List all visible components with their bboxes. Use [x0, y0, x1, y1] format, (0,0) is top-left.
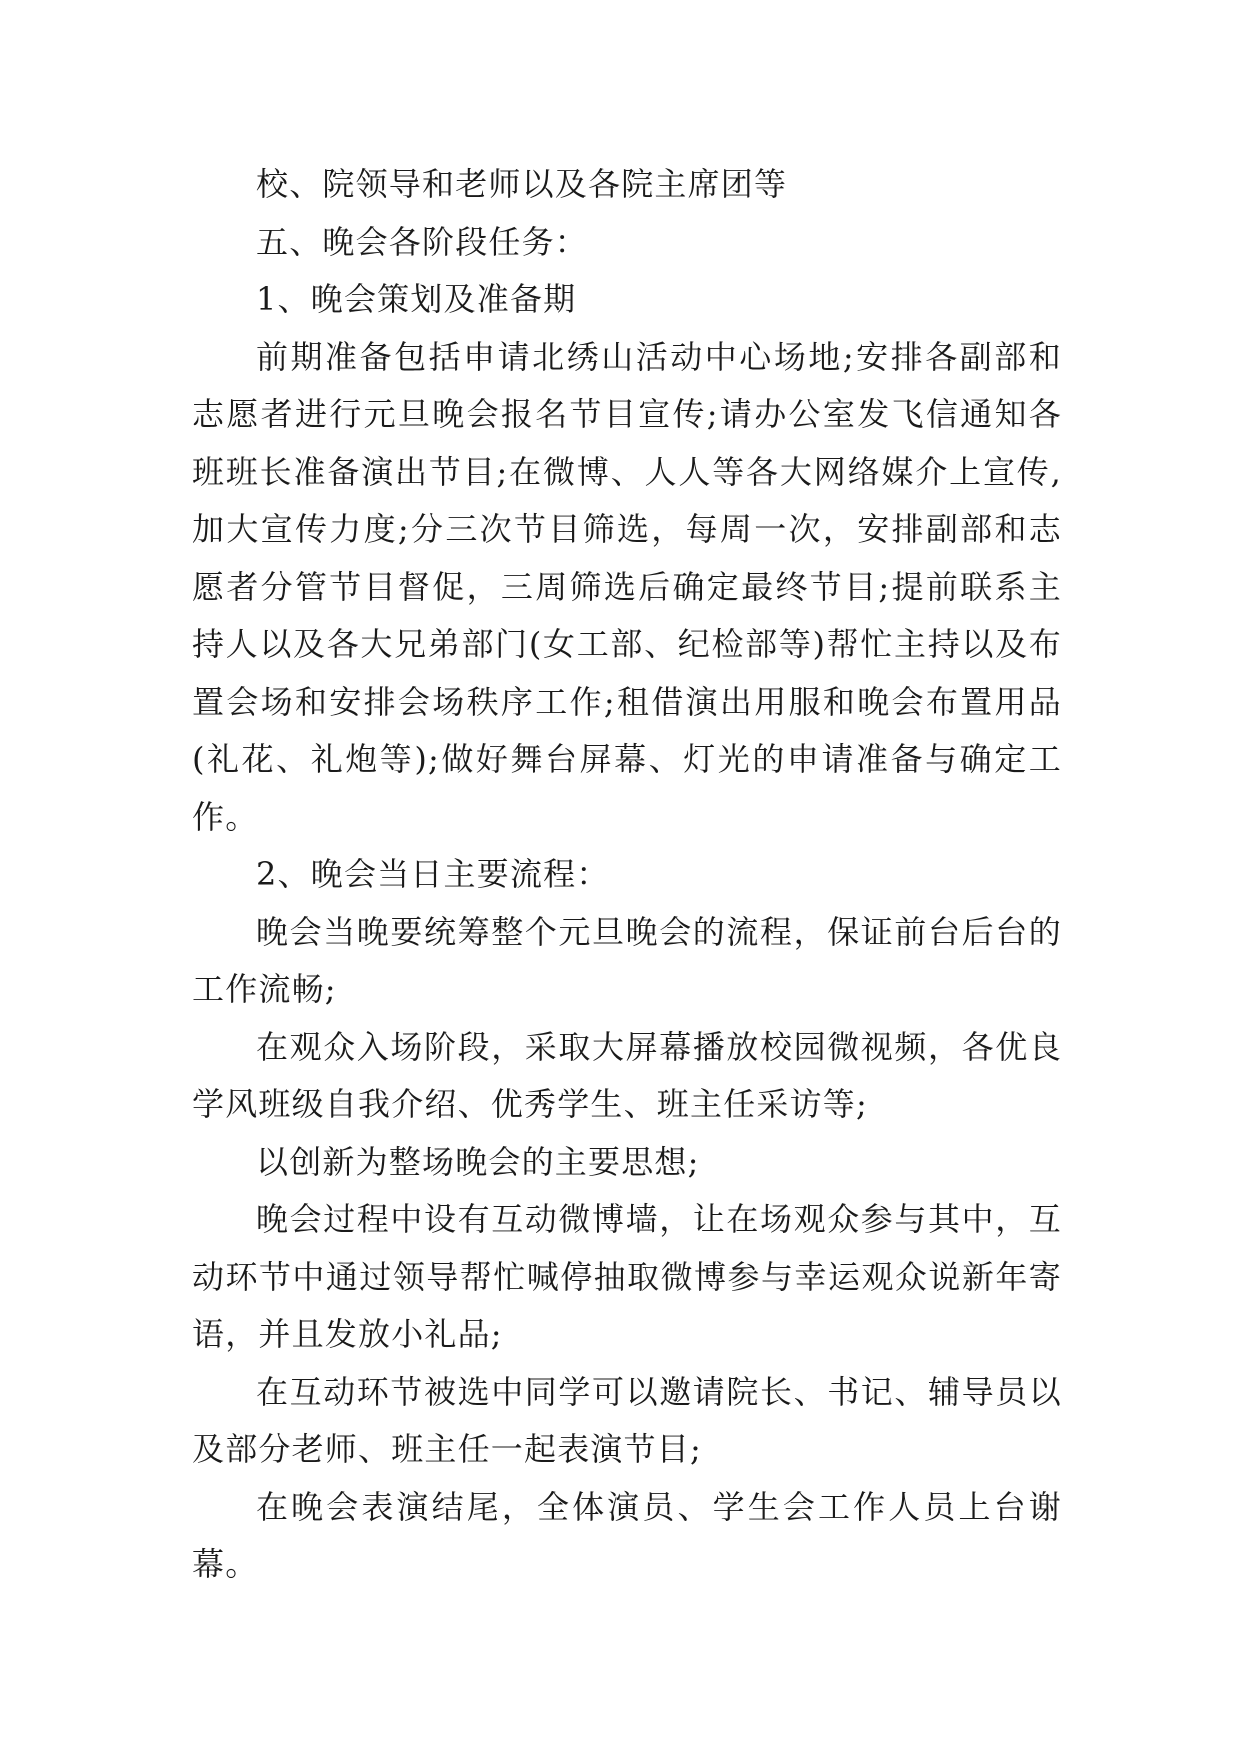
paragraph-attendees: 校、院领导和老师以及各院主席团等 [256, 165, 788, 203]
paragraph-coordination: 晚会当晚要统筹整个元旦晚会的流程，保证前台后台的工作流畅; [192, 912, 1062, 1008]
paragraph-audience-entry: 在观众入场阶段，采取大屏幕播放校园微视频，各优良学风班级自我介绍、优秀学生、班主任采访等; [192, 1027, 1062, 1123]
paragraph-preparation: 前期准备包括申请北绣山活动中心场地;安排各副部和志愿者进行元旦晚会报名节目宣传;请办公室发飞信通知各班班长准备演出节目;在微博、人人等各大网络媒介上宣传,加大宣传力度;分三次节目筛选，每周一次，安排副部和志愿者分管节目督促，三周筛选后确定最终节目;提前联系主持人以及各大兄弟部门(女工部、纪检部等)帮忙主持以及布置会场和安排会场秩序工作;租借演出用服和晚会布置用品(礼花、礼炮等);做好舞台屏幕、灯光的申请准备与确定工作。 [192, 337, 1062, 836]
heading-day-process: 2、晚会当日主要流程： [256, 855, 610, 893]
paragraph-weibo-wall: 晚会过程中设有互动微博墙，让在场观众参与其中，互动环节中通过领导帮忙喊停抽取微博参与幸运观众说新年寄语，并且发放小礼品; [192, 1200, 1062, 1353]
paragraph-closing: 在晚会表演结尾，全体演员、学生会工作人员上台谢幕。 [192, 1487, 1062, 1583]
document-body [192, 156, 1062, 1594]
heading-section-five: 五、晚会各阶段任务： [256, 222, 589, 261]
heading-planning-period: 1、晚会策划及准备期 [256, 280, 577, 318]
paragraph-interactive-performance: 在互动环节被选中同学可以邀请院长、书记、辅导员以及部分老师、班主任一起表演节目; [192, 1372, 1062, 1468]
paragraph-innovation: 以创新为整场晚会的主要思想; [256, 1142, 700, 1181]
